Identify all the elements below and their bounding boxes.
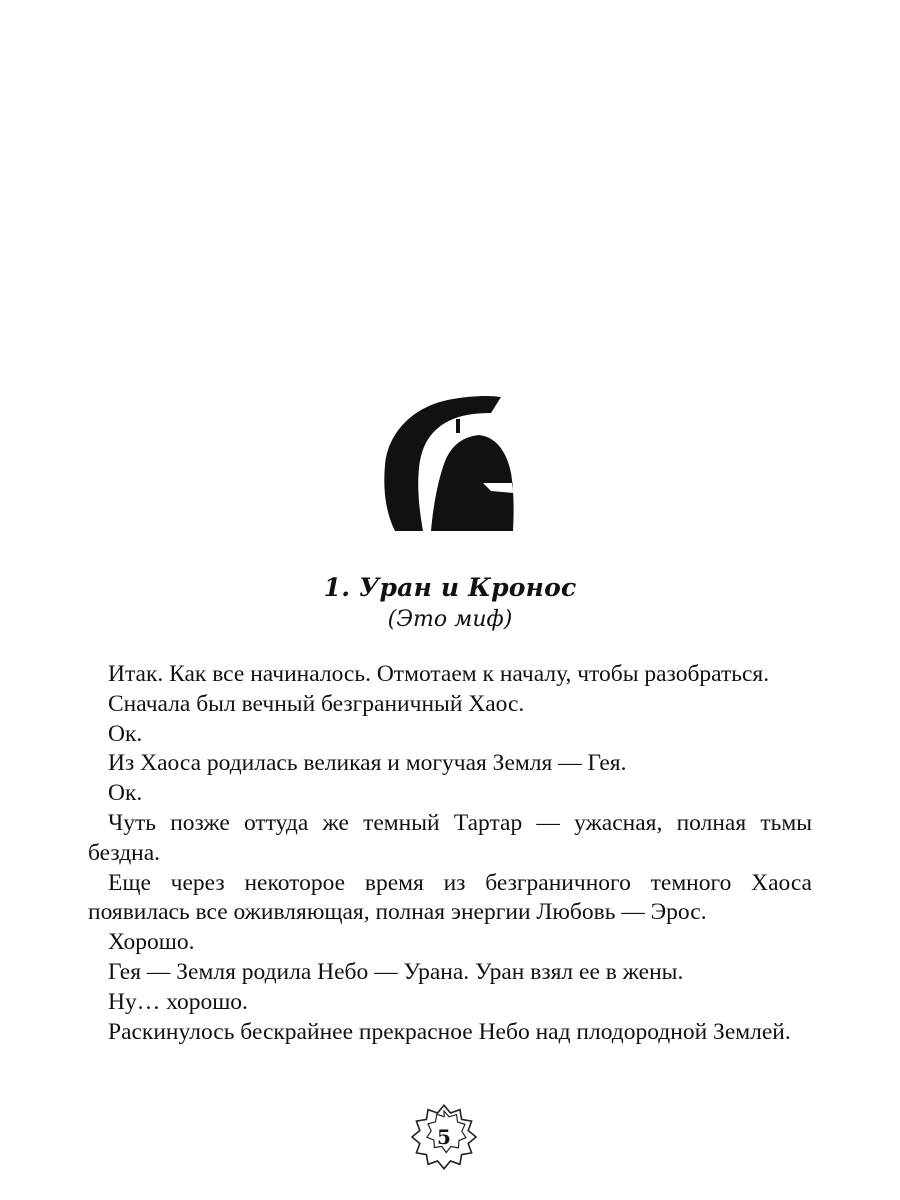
paragraph: Хорошо. xyxy=(108,929,195,956)
paragraph: Еще через некоторое время из безграничного темного Хаоса появилась все оживляющая, полная энергии Любовь — Эрос. xyxy=(88,869,812,926)
paragraph: Чуть позже оттуда же темный Тартар — ужасная, полная тьмы бездна. xyxy=(88,809,812,866)
paragraph: Итак. Как все начиналось. Отмотаем к началу, чтобы разобраться. xyxy=(108,661,770,687)
spartan-helmet-icon xyxy=(383,393,519,533)
paragraph: Ок. xyxy=(108,780,143,807)
paragraph: Ну… хорошо. xyxy=(108,988,248,1015)
paragraph: Сначала был вечный безграничный Хаос. xyxy=(108,690,525,717)
paragraph: Раскинулось бескрайнее прекрасное Небо над плодородной Землей. xyxy=(108,1018,791,1045)
page-number: 5 xyxy=(437,1125,451,1149)
paragraph: Из Хаоса родилась великая и могучая Земля — Гея. xyxy=(108,750,627,777)
paragraph: Ок. xyxy=(108,720,143,747)
chapter-heading xyxy=(0,570,900,634)
paragraph: Гея — Земля родила Небо — Урана. Уран взял ее в жены. xyxy=(108,958,684,985)
chapter-subtitle: (Это миф) xyxy=(387,607,513,632)
body-text xyxy=(88,660,812,1047)
chapter-title: 1. Уран и Кронос xyxy=(323,573,577,602)
page-number-badge xyxy=(407,1100,481,1174)
